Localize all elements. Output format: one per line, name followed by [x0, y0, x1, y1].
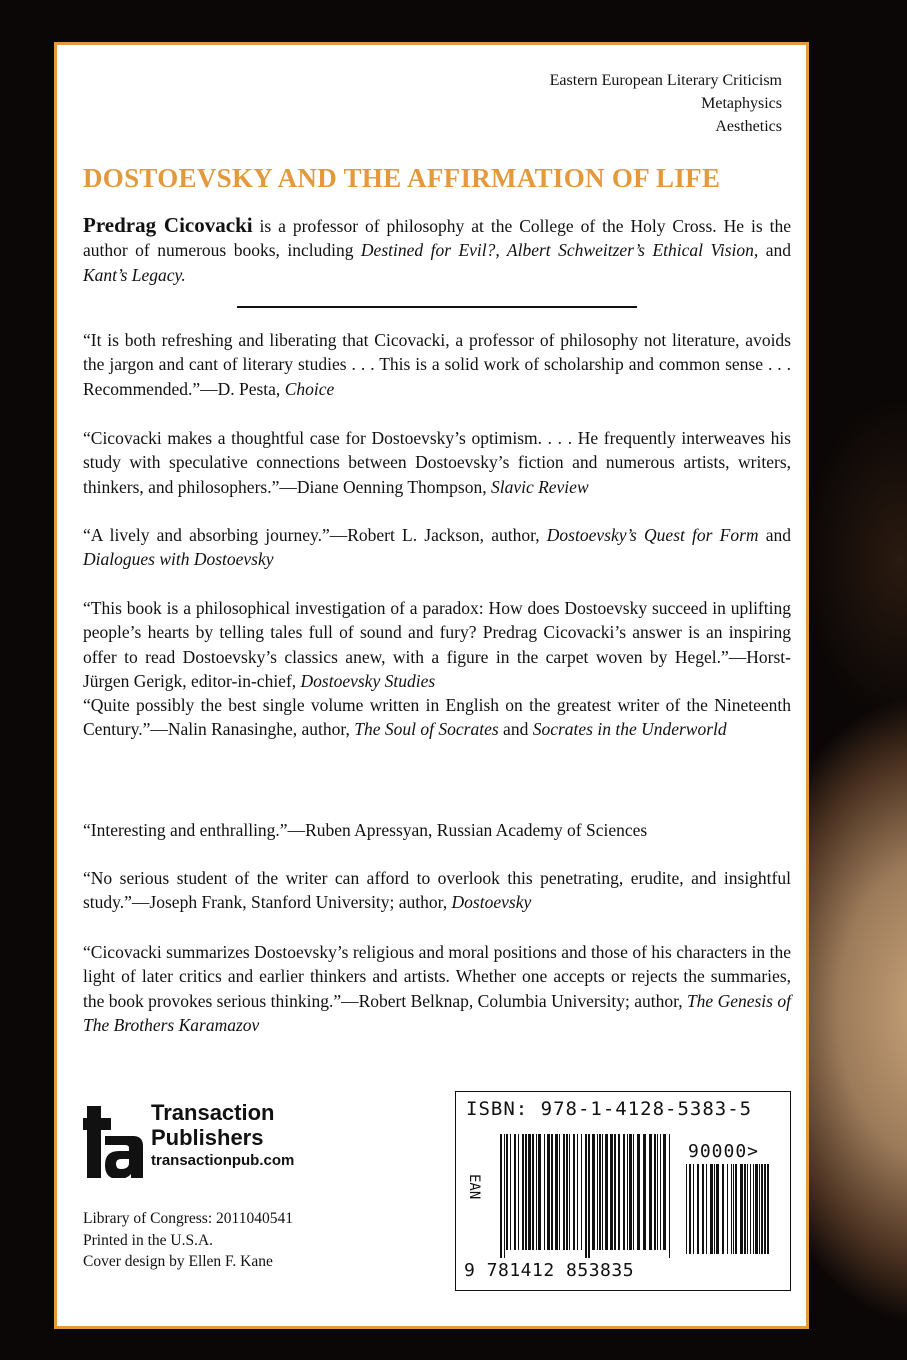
- barcode-bar: [555, 1134, 558, 1250]
- barcode-bar: [660, 1134, 661, 1250]
- barcode-bar: [643, 1134, 646, 1250]
- barcode-bar: [657, 1134, 658, 1250]
- review-quote: [83, 866, 791, 915]
- barcode-bar: [514, 1134, 516, 1250]
- barcode-bar: [500, 1134, 502, 1258]
- review-quote: [83, 523, 791, 572]
- quote-text: “This book is a philosophical investigation of a paradox: How does Dostoevsky succeed in uplifting people’s hearts by telling tales full of sound and fury? Predrag Cicovacki’s answer is an inspiring offer to read Dostoevsky’s classics anew, with a figure in the carpet woven by Hegel.”—Horst-Jürgen Gerigk, editor-in-chief,: [83, 598, 791, 692]
- addon-bar: [744, 1164, 746, 1254]
- quote-text-mid: and: [758, 525, 791, 545]
- barcode-bar: [654, 1134, 656, 1250]
- addon-bar: [735, 1164, 737, 1254]
- addon-bar: [693, 1164, 694, 1254]
- barcode-bar: [623, 1134, 625, 1250]
- printed-in: Printed in the U.S.A.: [83, 1231, 214, 1249]
- barcode-bar: [547, 1134, 550, 1250]
- category-literary-criticism: Eastern European Literary Criticism: [549, 72, 782, 89]
- category-aesthetics: Aesthetics: [715, 118, 782, 135]
- barcode-bar: [629, 1134, 632, 1250]
- barcode-bar: [536, 1134, 537, 1250]
- quote-source-2: Socrates in the Underworld: [532, 719, 727, 740]
- addon-bar: [747, 1164, 748, 1254]
- imprint-info: [83, 1208, 293, 1273]
- category-metaphysics: Metaphysics: [701, 95, 782, 112]
- quote-text: “Quite possibly the best single volume written in English on the greatest writer of the Nineteenth Century.”—Nalin Ranasinghe, author,: [83, 695, 791, 740]
- barcode-bar: [528, 1134, 531, 1250]
- barcode-bar: [559, 1134, 560, 1250]
- review-quote: [83, 596, 791, 694]
- review-quote: [83, 940, 791, 1038]
- publisher-url: transactionpub.com: [151, 1152, 295, 1169]
- bio-book-1: Destined for Evil?, Albert Schweitzer’s Ethical Vision,: [360, 240, 759, 261]
- barcode-bar: [577, 1134, 578, 1250]
- addon-bar: [767, 1164, 769, 1254]
- barcode-bar: [510, 1134, 511, 1250]
- publisher-ta-icon: [83, 1106, 145, 1178]
- quote-text: “Cicovacki summarizes Dostoevsky’s religious and moral positions and those of his characters in the light of later critics and earlier thinkers and artists. Whether one accepts or rejects the summaries, the book provokes serious thinking.”—Robert Belknap, Columbia University; author,: [83, 942, 791, 1011]
- review-quote: [83, 426, 791, 499]
- barcode-bar: [627, 1134, 628, 1250]
- barcode-bar: [633, 1134, 634, 1250]
- book-title: DOSTOEVSKY AND THE AFFIRMATION OF LIFE: [83, 163, 721, 193]
- publisher-logo: [83, 1100, 333, 1190]
- barcode-bar: [566, 1134, 568, 1250]
- barcode-bar: [573, 1134, 575, 1250]
- addon-bar: [750, 1164, 751, 1254]
- barcode-bar: [525, 1134, 527, 1250]
- addon-bar: [733, 1164, 734, 1254]
- addon-bar: [722, 1164, 724, 1254]
- addon-bar: [686, 1164, 687, 1254]
- addon-bar: [697, 1164, 699, 1254]
- barcode-bar: [522, 1134, 524, 1250]
- barcode-bar: [663, 1134, 666, 1250]
- addon-bar: [731, 1164, 732, 1254]
- addon-code: 90000>: [688, 1141, 760, 1162]
- isbn-barcode: [455, 1091, 791, 1291]
- barcode-bar: [602, 1134, 603, 1250]
- bio-text-1: is a professor of philosophy at the College of the Holy Cross. He is the author of numerous books, including: [83, 216, 792, 261]
- quote-source: Dostoevsky’s Quest for Form: [546, 525, 759, 545]
- quote-source: Dostoevsky Studies: [300, 671, 436, 692]
- divider-rule: [237, 306, 637, 308]
- quote-source: The Soul of Socrates: [354, 719, 499, 740]
- author-name: Predrag Cicovacki: [83, 213, 253, 237]
- cover-design-credit: Cover design by Ellen F. Kane: [83, 1253, 273, 1270]
- addon-bar: [702, 1164, 704, 1254]
- quote-text: “No serious student of the writer can afford to overlook this penetrating, erudite, and insightful study.”—Joseph Frank, Stanford University; author,: [83, 868, 791, 913]
- quote-text: “A lively and absorbing journey.”—Robert L. Jackson, author,: [83, 525, 547, 545]
- barcode-bar: [551, 1134, 553, 1250]
- addon-bar: [764, 1164, 766, 1254]
- quote-source: Dostoevsky: [451, 892, 532, 913]
- barcode-bar: [599, 1134, 601, 1250]
- back-cover-panel: [54, 42, 809, 1329]
- ean-label: EAN: [466, 1174, 482, 1200]
- barcode-bar: [544, 1134, 545, 1250]
- barcode-bar: [649, 1134, 652, 1250]
- quote-source: The Genesis of The Brothers Karamazov: [83, 990, 791, 1036]
- ean-digits: 9 781412 853835: [464, 1260, 635, 1281]
- isbn-number: ISBN: 978-1-4128-5383-5: [466, 1098, 753, 1120]
- barcode-bar: [506, 1134, 508, 1250]
- barcode-bar: [581, 1134, 582, 1250]
- quote-source: Slavic Review: [490, 476, 589, 497]
- review-quote: [83, 693, 791, 742]
- quote-text-mid: and: [498, 719, 533, 740]
- addon-bar: [727, 1164, 728, 1254]
- quote-text: “It is both refreshing and liberating that Cicovacki, a professor of philosophy not literature, avoids the jargon and cant of literary studies . . . This is a solid work of scholarship and common sense . . . Recommended.”—D. Pesta,: [83, 330, 791, 399]
- bio-text-2: and: [758, 240, 791, 261]
- barcode-bar: [618, 1134, 620, 1250]
- review-quote: [83, 818, 791, 842]
- bio-book-2: Kant’s Legacy.: [83, 264, 186, 285]
- barcode-bar: [532, 1134, 534, 1250]
- addon-bar: [706, 1164, 707, 1254]
- addon-bar: [759, 1164, 760, 1254]
- quote-source: Choice: [284, 378, 335, 399]
- review-quote: [83, 328, 791, 401]
- barcode-bar: [605, 1134, 608, 1250]
- barcode-bar: [669, 1134, 670, 1258]
- barcode-bar: [569, 1134, 570, 1250]
- barcode-bar: [518, 1134, 519, 1250]
- subject-categories: [550, 69, 782, 138]
- addon-bar: [710, 1164, 713, 1254]
- barcode-bar: [585, 1134, 587, 1258]
- addon-bar: [761, 1164, 763, 1254]
- barcode-bar: [597, 1134, 598, 1250]
- addon-bar: [740, 1164, 743, 1254]
- quote-source-2: Dialogues with Dostoevsky: [83, 549, 274, 570]
- addon-bar: [714, 1164, 715, 1254]
- quote-text: “Cicovacki makes a thoughtful case for Dostoevsky’s optimism. . . . He frequently interweaves his study with speculative connections between Dostoevsky’s fiction and numerous artists, writers, thinkers, and philosophers.”—Diane Oenning Thompson,: [83, 428, 791, 497]
- addon-bar: [689, 1164, 691, 1254]
- barcode-bar: [563, 1134, 565, 1250]
- library-of-congress: Library of Congress: 2011040541: [83, 1210, 293, 1227]
- quote-text: “Interesting and enthralling.”—Ruben Apressyan, Russian Academy of Sciences: [83, 820, 648, 840]
- barcode-bar: [538, 1134, 541, 1250]
- barcode-bar: [592, 1134, 595, 1250]
- barcode-bar: [504, 1134, 505, 1258]
- publisher-name-line-2: Publishers: [151, 1125, 264, 1150]
- publisher-name-line-1: Transaction: [151, 1100, 275, 1125]
- barcode-bar: [637, 1134, 640, 1250]
- publisher-name: [151, 1100, 274, 1150]
- barcode-bar: [610, 1134, 613, 1250]
- author-bio: [83, 213, 791, 287]
- barcode-bar: [614, 1134, 616, 1250]
- addon-bar: [716, 1164, 719, 1254]
- addon-bar: [753, 1164, 754, 1254]
- addon-bar: [755, 1164, 758, 1254]
- barcode-bar: [588, 1134, 590, 1258]
